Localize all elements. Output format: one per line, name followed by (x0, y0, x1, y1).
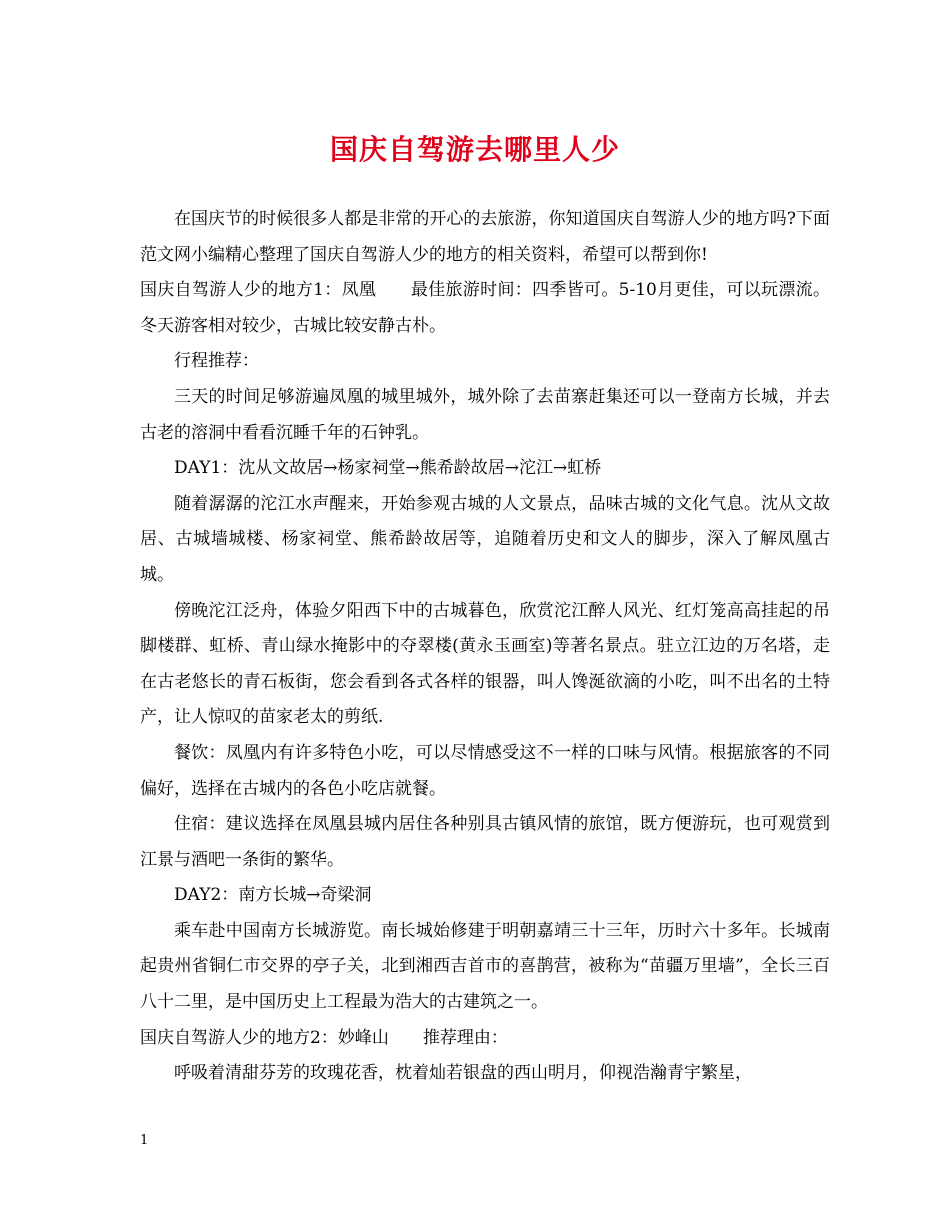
paragraph: 国庆自驾游人少的地方2：妙峰山 推荐理由： (140, 1027, 508, 1048)
paragraph: 住宿：建议选择在凤凰县城内居住各种别具古镇风情的旅馆，既方便游玩，也可观赏到江景与酒吧一条街的繁华。 (140, 814, 830, 870)
paragraph: 乘车赴中国南方长城游览。南长城始修建于明朝嘉靖三十三年，历时六十多年。长城南起贵州省铜仁市交界的亭子关，北到湘西吉首市的喜鹊营，被称为“苗疆万里墙”，全长三百八十二里，是中国历史上工程最为浩大的古建筑之一。 (140, 920, 830, 1013)
document-title: 国庆自驾游去哪里人少 (329, 133, 620, 166)
paragraph: 行程推荐： (174, 351, 259, 372)
paragraph: 国庆自驾游人少的地方1：凤凰 最佳旅游时间：四季皆可。5-10月更佳，可以玩漂流。冬天游客相对较少，古城比较安静古朴。 (140, 280, 830, 336)
paragraph: 呼吸着清甜芬芳的玫瑰花香，枕着灿若银盘的西山明月，仰视浩瀚青宇繁星， (174, 1063, 752, 1084)
paragraph: DAY1：沈从文故居→杨家祠堂→熊希龄故居→沱江→虹桥 (174, 458, 602, 479)
paragraph: DAY2：南方长城→奇梁洞 (174, 885, 372, 906)
page-number: 1 (140, 1133, 149, 1148)
paragraph: 在国庆节的时候很多人都是非常的开心的去旅游，你知道国庆自驾游人少的地方吗?下面范文网小编精心整理了国庆自驾游人少的地方的相关资料，希望可以帮到你! (140, 209, 830, 265)
document-body (140, 202, 830, 1092)
paragraph: 餐饮：凤凰内有许多特色小吃，可以尽情感受这不一样的口味与风情。根据旅客的不同偏好，选择在古城内的各色小吃店就餐。 (140, 742, 830, 799)
paragraph: 随着潺潺的沱江水声醒来，开始参观古城的人文景点，品味古城的文化气息。沈从文故居、古城墙城楼、杨家祠堂、熊希龄故居等，追随着历史和文人的脚步，深入了解凤凰古城。 (140, 493, 830, 585)
paragraph: 傍晚沱江泛舟，体验夕阳西下中的古城暮色，欣赏沱江醉人风光、红灯笼高高挂起的吊脚楼群、虹桥、青山绿水掩影中的夺翠楼(黄永玉画室)等著名景点。驻立江边的万名塔，走在古老悠长的青石板街，您会看到各式各样的银器，叫人馋涎欲滴的小吃，叫不出名的土特产，让人惊叹的苗家老太的剪纸. (140, 600, 830, 728)
paragraph: 三天的时间足够游遍凤凰的城里城外，城外除了去苗寨赶集还可以一登南方长城，并去古老的溶洞中看看沉睡千年的石钟乳。 (140, 386, 830, 443)
